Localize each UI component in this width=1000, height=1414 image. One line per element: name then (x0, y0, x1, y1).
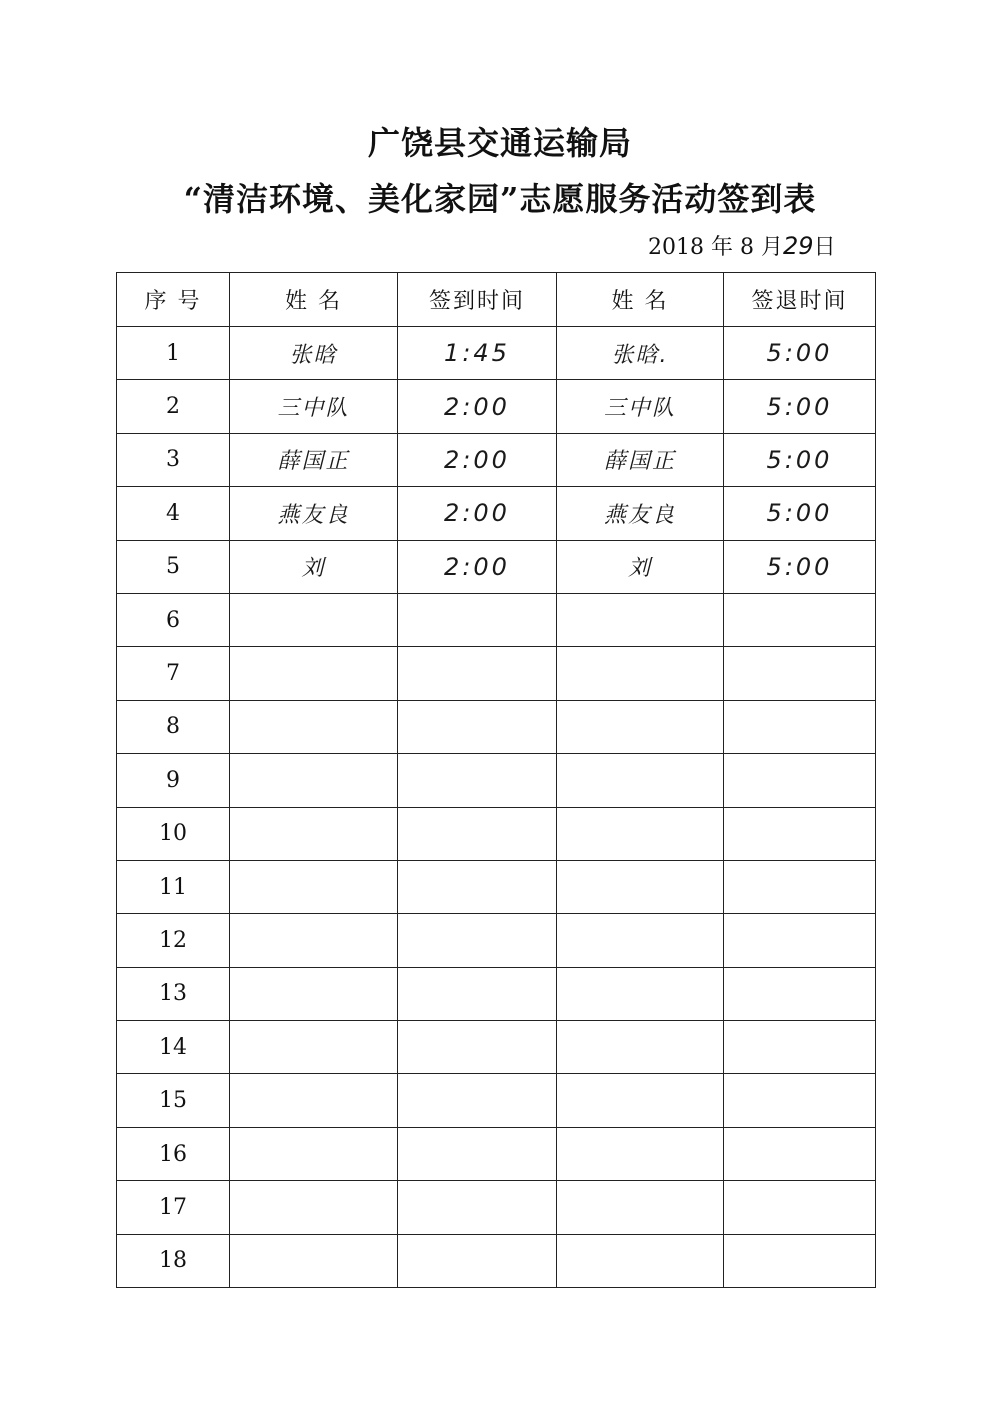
sign-out-time-cell (724, 700, 876, 753)
serial-number-cell: 1 (117, 327, 230, 380)
sign-in-time-cell (398, 807, 557, 860)
sign-in-time-cell (398, 647, 557, 700)
sign-in-name-cell (230, 914, 398, 967)
sign-in-time-cell (398, 1021, 557, 1074)
sign-out-time-cell: 5:00 (724, 433, 876, 486)
sign-in-time-cell (398, 700, 557, 753)
sign-in-name-cell (230, 967, 398, 1020)
header-sign-in-time: 签到时间 (398, 273, 557, 327)
sign-out-time-cell (724, 647, 876, 700)
sign-in-name-cell (230, 700, 398, 753)
sign-out-name-cell (557, 647, 724, 700)
sign-out-time-cell (724, 967, 876, 1020)
sign-out-time-cell (724, 860, 876, 913)
date-day: 29 (783, 232, 814, 260)
sign-out-name-cell (557, 1127, 724, 1180)
sign-out-time-cell (724, 593, 876, 646)
sign-out-name-cell (557, 700, 724, 753)
sign-in-time-cell: 2:00 (398, 433, 557, 486)
sign-out-time-cell (724, 1181, 876, 1234)
sign-out-name-cell (557, 860, 724, 913)
serial-number-cell: 13 (117, 967, 230, 1020)
sign-in-name-cell (230, 647, 398, 700)
sign-in-time-cell: 2:00 (398, 487, 557, 540)
sign-out-name-cell (557, 1181, 724, 1234)
serial-number-cell: 14 (117, 1021, 230, 1074)
sign-out-name-cell: 刘 (557, 540, 724, 593)
sign-in-name-cell (230, 1234, 398, 1287)
document-subtitle: “清洁环境、美化家园”志愿服务活动签到表 (183, 180, 817, 218)
table-row (117, 593, 876, 646)
serial-number-cell: 9 (117, 754, 230, 807)
serial-number-cell: 17 (117, 1181, 230, 1234)
sign-out-name-cell (557, 1234, 724, 1287)
sign-in-name-cell (230, 807, 398, 860)
sign-in-name-cell (230, 1127, 398, 1180)
header-sign-out-time: 签退时间 (724, 273, 876, 327)
date-year: 2018 (648, 235, 704, 260)
serial-number-cell: 16 (117, 1127, 230, 1180)
date-month-unit: 月 (761, 235, 784, 260)
sign-out-name-cell (557, 754, 724, 807)
table-row (117, 1234, 876, 1287)
sign-in-time-cell (398, 593, 557, 646)
table-row (117, 433, 876, 486)
sign-out-name-cell: 张晗. (557, 327, 724, 380)
sign-in-time-cell: 1:45 (398, 327, 557, 380)
sign-in-time-cell (398, 1074, 557, 1127)
table-row (117, 807, 876, 860)
sign-in-name-cell (230, 1181, 398, 1234)
table-row (117, 914, 876, 967)
sign-in-time-cell (398, 1181, 557, 1234)
sign-out-time-cell (724, 754, 876, 807)
header-serial-number: 序 号 (117, 273, 230, 327)
document-title: 广饶县交通运输局 (367, 124, 632, 162)
serial-number-cell: 4 (117, 487, 230, 540)
sign-in-time-cell (398, 1127, 557, 1180)
sign-in-name-cell (230, 754, 398, 807)
sign-in-time-cell (398, 914, 557, 967)
sign-out-time-cell (724, 914, 876, 967)
sign-in-time-cell (398, 754, 557, 807)
table-row (117, 754, 876, 807)
table-row (117, 647, 876, 700)
sign-in-name-cell (230, 1074, 398, 1127)
sign-out-name-cell (557, 593, 724, 646)
sign-in-name-cell: 张晗 (230, 327, 398, 380)
serial-number-cell: 12 (117, 914, 230, 967)
sign-out-name-cell: 燕友良 (557, 487, 724, 540)
sign-in-name-cell: 三中队 (230, 380, 398, 433)
header-name-out: 姓 名 (557, 273, 724, 327)
table-row (117, 380, 876, 433)
sign-date (648, 230, 836, 261)
sign-out-name-cell (557, 914, 724, 967)
table-row (117, 860, 876, 913)
sign-out-time-cell: 5:00 (724, 487, 876, 540)
date-month: 8 (740, 235, 755, 260)
table-row (117, 700, 876, 753)
table-row (117, 1021, 876, 1074)
sign-in-table (116, 272, 876, 1288)
sign-in-time-cell: 2:00 (398, 540, 557, 593)
table-row (117, 327, 876, 380)
sign-in-name-cell (230, 1021, 398, 1074)
table-row (117, 1074, 876, 1127)
sign-out-time-cell (724, 1127, 876, 1180)
serial-number-cell: 7 (117, 647, 230, 700)
table-row (117, 487, 876, 540)
serial-number-cell: 3 (117, 433, 230, 486)
serial-number-cell: 18 (117, 1234, 230, 1287)
sign-out-name-cell: 薛国正 (557, 433, 724, 486)
table-row (117, 1181, 876, 1234)
sign-out-time-cell: 5:00 (724, 380, 876, 433)
sign-in-name-cell: 刘 (230, 540, 398, 593)
table-row (117, 1127, 876, 1180)
date-year-unit: 年 (711, 235, 734, 260)
table-body (117, 327, 876, 1288)
serial-number-cell: 5 (117, 540, 230, 593)
sign-in-name-cell (230, 593, 398, 646)
serial-number-cell: 8 (117, 700, 230, 753)
sign-out-time-cell (724, 807, 876, 860)
header-name-in: 姓 名 (230, 273, 398, 327)
sign-out-time-cell (724, 1074, 876, 1127)
sign-out-name-cell (557, 1074, 724, 1127)
date-day-unit: 日 (813, 235, 836, 260)
sign-out-name-cell: 三中队 (557, 380, 724, 433)
serial-number-cell: 11 (117, 860, 230, 913)
sign-out-time-cell: 5:00 (724, 327, 876, 380)
sign-out-name-cell (557, 1021, 724, 1074)
serial-number-cell: 10 (117, 807, 230, 860)
sign-out-time-cell: 5:00 (724, 540, 876, 593)
serial-number-cell: 15 (117, 1074, 230, 1127)
sign-out-time-cell (724, 1021, 876, 1074)
table-row (117, 967, 876, 1020)
table-row (117, 540, 876, 593)
sign-out-name-cell (557, 967, 724, 1020)
sign-in-time-cell: 2:00 (398, 380, 557, 433)
sign-out-time-cell (724, 1234, 876, 1287)
sign-in-name-cell (230, 860, 398, 913)
serial-number-cell: 2 (117, 380, 230, 433)
sign-in-name-cell: 燕友良 (230, 487, 398, 540)
sign-in-name-cell: 薛国正 (230, 433, 398, 486)
sign-out-name-cell (557, 807, 724, 860)
serial-number-cell: 6 (117, 593, 230, 646)
sign-in-time-cell (398, 860, 557, 913)
table-header-row (117, 273, 876, 327)
sign-in-time-cell (398, 1234, 557, 1287)
sign-in-time-cell (398, 967, 557, 1020)
